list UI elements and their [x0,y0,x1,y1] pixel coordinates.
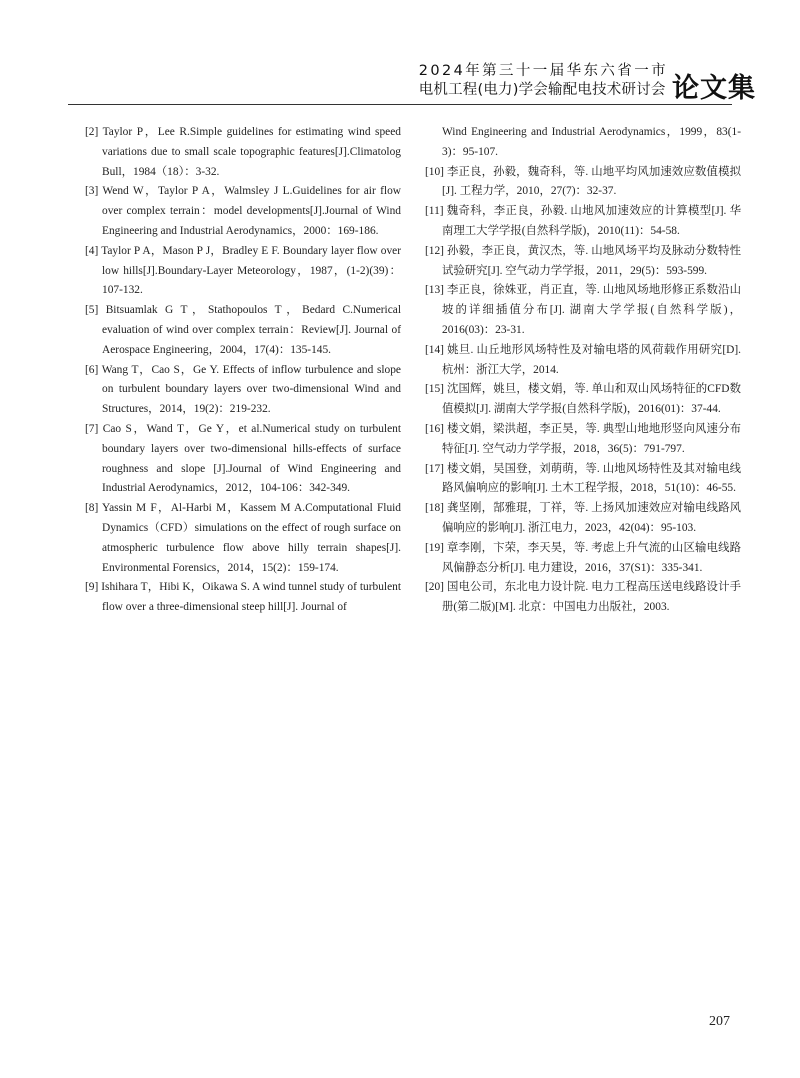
reference-item: [9] Ishihara T，Hibi K，Oikawa S. A wind tunnel study of turbulent flow over a three-dimensional steep hill[J]. Journal of [85,581,401,614]
reference-item: [16] 楼文娟，梁洪超，李正昊，等. 典型山地地形竖向风速分布特征[J]. 空气动力学学报，2018，36(5)：791-797. [425,422,741,455]
header-divider [68,104,732,105]
references-left-column [85,123,401,618]
reference-item: [14] 姚旦. 山丘地形风场特性及对输电塔的风荷载作用研究[D]. 杭州：浙江大学，2014. [425,343,741,376]
running-header [0,62,800,102]
conference-title-line2: 电机工程(电力)学会输配电技术研讨会 [418,82,666,98]
reference-item: [2] Taylor P，Lee R.Simple guidelines for estimating wind speed variations due to small scale topographic features[J].Climatolog Bull，1984（18）：3-32. [85,126,401,178]
reference-continuation: Wind Engineering and Industrial Aerodynamics，1999，83(1-3)：95-107. [442,126,741,158]
reference-item: [20] 国电公司，东北电力设计院. 电力工程高压送电线路设计手册(第二版)[M]. 北京：中国电力出版社，2003. [425,581,741,614]
page-number: 207 [709,1014,730,1029]
reference-item: [5] Bitsuamlak G T，Stathopoulos T，Bedard C.Numerical evaluation of wind over complex terrain：Review[J]. Journal of Aerospace Engineering，2004，17(4)：135-145. [85,304,401,356]
reference-item: [3] Wend W，Taylor P A，Walmsley J L.Guidelines for air flow over complex terrain：model developments[J].Journal of Wind Engineering and Industrial Aerodynamics，2000：169-186. [85,185,401,237]
reference-item: [7] Cao S，Wand T，Ge Y，et al.Numerical study on turbulent boundary layers over two-dimensional hills-effects of surface roughness and slope [J].Journal of Wind Engineering and Industrial Aerodynamics，2012，104-106：342-349. [85,422,401,495]
reference-item: [4] Taylor P A，Mason P J，Bradley E F. Boundary layer flow over low hills[J].Boundary-Layer Meteorology，1987，(1-2)(39)：107-132. [85,244,401,297]
conference-title [419,62,668,100]
reference-item: [8] Yassin M F，Al-Harbi M，Kassem M A.Computational Fluid Dynamics（CFD）simulations on the effect of rough surface on atmospheric turbulence flow above hilly terrain shapes[J]. Environmental Forensics，2014，15(2)：159-174. [85,502,401,574]
references-right-column [425,123,741,618]
reference-item: [17] 楼文娟，吴国登，刘萌萌，等. 山地风场特性及其对输电线路风偏响应的影响[J]. 土木工程学报，2018，51(10)：46-55. [425,462,741,495]
conference-title-line1: 2024年第三十一届华东六省一市 [418,63,668,79]
reference-item: [10] 李正良，孙毅，魏奇科，等. 山地平均风加速效应数值模拟[J]. 工程力学，2010，27(7)：32-37. [425,165,741,198]
reference-item: [19] 章李刚，卞荣，李天昊，等. 考虑上升气流的山区输电线路风偏静态分析[J]. 电力建设，2016，37(S1)：335-341. [425,541,741,574]
reference-item: [15] 沈国辉，姚旦，楼文娟，等. 单山和双山风场特征的CFD数值模拟[J]. 湖南大学学报(自然科学版)，2016(01)：37-44. [425,383,741,416]
reference-item: [13] 李正良，徐姝亚，肖正直，等. 山地风场地形修正系数沿山坡的详细插值分布[J]. 湖南大学学报(自然科学版)，2016(03)：23-31. [425,284,741,336]
reference-item: [6] Wang T，Cao S，Ge Y. Effects of inflow turbulence and slope on turbulent boundary layers over two-dimensional Wind and Structures，2014，19(2)：219-232. [85,363,401,416]
reference-item: [18] 龚坚刚，郜雅琨，丁祥，等. 上扬风加速效应对输电线路风偏响应的影响[J]. 浙江电力，2023，42(04)：95-103. [425,502,741,534]
proceedings-label: 论文集 [672,73,756,104]
reference-item: [12] 孙毅，李正良，黄汉杰，等. 山地风场平均及脉动分数特性试验研究[J]. 空气动力学学报，2011，29(5)：593-599. [425,244,741,277]
reference-item: [11] 魏奇科，李正良，孙毅. 山地风加速效应的计算模型[J]. 华南理工大学学报(自然科学版)，2010(11)：54-58. [425,205,741,237]
